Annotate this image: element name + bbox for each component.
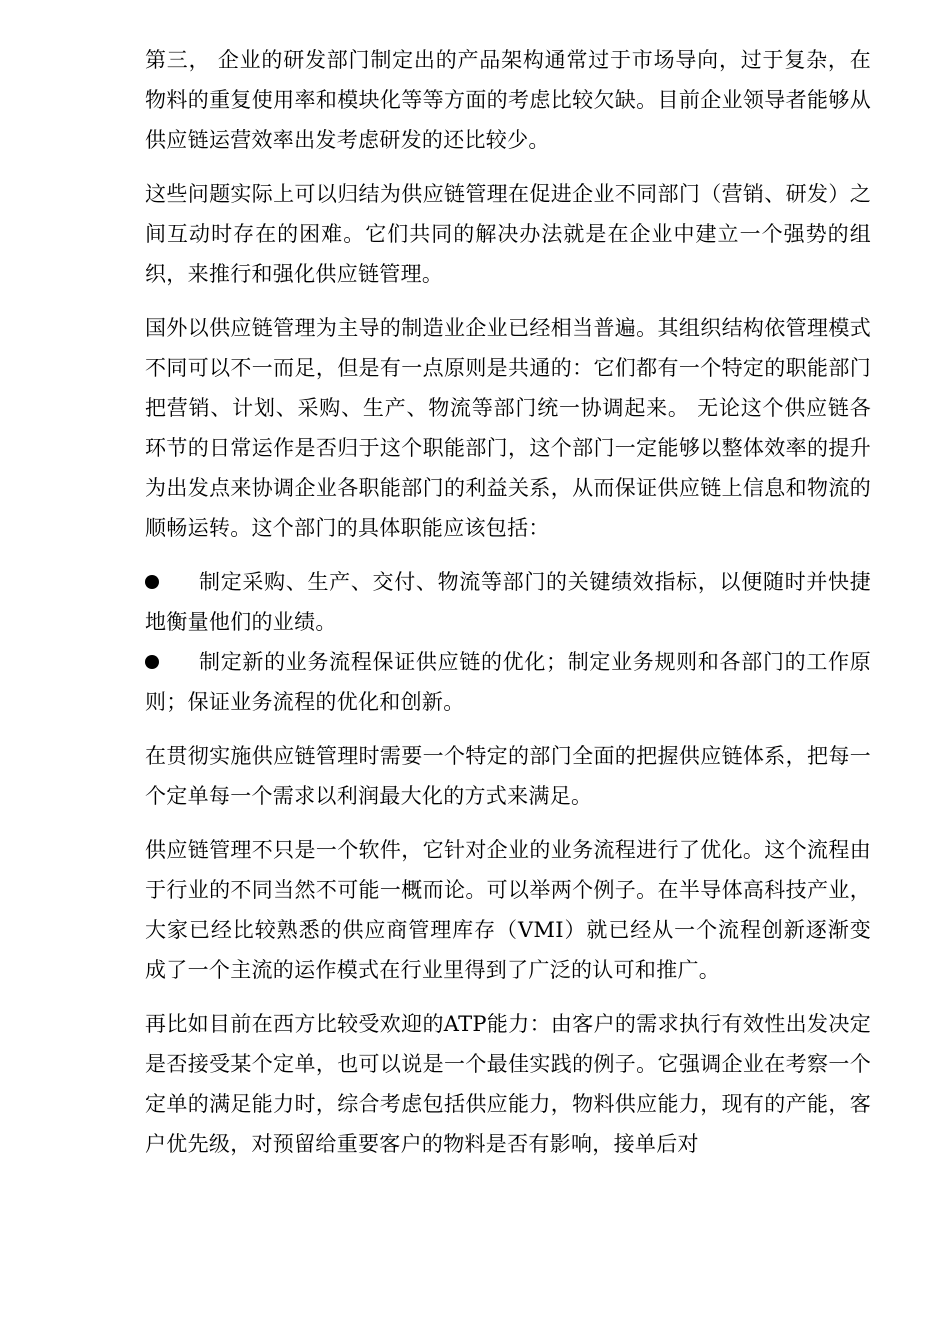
paragraph-problems-summary: 这些问题实际上可以归结为供应链管理在促进企业不同部门（营销、研发）之间互动时存在的困难。它们共同的解决办法就是在企业中建立一个强势的组织，来推行和强化供应链管理。 <box>145 182 871 286</box>
paragraph-gap <box>145 990 871 1004</box>
paragraph-vmi-example: 供应链管理不只是一个软件，它针对企业的业务流程进行了优化。这个流程由于行业的不同当然不可能一概而论。可以举两个例子。在半导体高科技产业，大家已经比较熟悉的供应商管理库存（VMI）就已经从一个流程创新逐渐变成了一个主流的运作模式在行业里得到了广泛的认可和推广。 <box>145 838 871 982</box>
paragraph-gap <box>145 294 871 308</box>
paragraph-atp-example: 再比如目前在西方比较受欢迎的ATP能力：由客户的需求执行有效性出发决定是否接受某个定单，也可以说是一个最佳实践的例子。它强调企业在考察一个定单的满足能力时，综合考虑包括供应能力，物料供应能力，现有的产能，客户优先级，对预留给重要客户的物料是否有影响，接单后对 <box>145 1012 871 1156</box>
bullet-text: 制定采购、生产、交付、物流等部门的关键绩效指标，以便随时并快捷地衡量他们的业绩。 <box>145 570 871 634</box>
paragraph-gap <box>145 548 871 562</box>
bullet-dot-icon <box>145 575 159 589</box>
paragraph-gap <box>145 722 871 736</box>
bullet-item-process <box>145 642 871 722</box>
paragraph-foreign-practice: 国外以供应链管理为主导的制造业企业已经相当普遍。其组织结构依管理模式不同可以不一而足，但是有一点原则是共通的：它们都有一个特定的职能部门把营销、计划、采购、生产、物流等部门统一协调起来。 无论这个供应链各环节的日常运作是否归于这个职能部门，这个部门一定能够以整体效率的提升为出发点来协调企业各职能部门的利益关系，从而保证供应链上信息和物流的顺畅运转。这个部门的具体职能应该包括： <box>145 316 871 540</box>
bullet-dot-icon <box>145 655 159 669</box>
paragraph-dedicated-department: 在贯彻实施供应链管理时需要一个特定的部门全面的把握供应链体系，把每一个定单每一个需求以利润最大化的方式来满足。 <box>145 744 871 808</box>
document-page <box>145 40 871 1164</box>
paragraph-gap <box>145 816 871 830</box>
bullet-text: 制定新的业务流程保证供应链的优化；制定业务规则和各部门的工作原则；保证业务流程的优化和创新。 <box>145 650 871 714</box>
bullet-item-kpi <box>145 562 871 642</box>
paragraph-gap <box>145 160 871 174</box>
paragraph-3rd-point: 第三， 企业的研发部门制定出的产品架构通常过于市场导向，过于复杂，在物料的重复使用率和模块化等等方面的考虑比较欠缺。目前企业领导者能够从供应链运营效率出发考虑研发的还比较少。 <box>145 48 871 152</box>
